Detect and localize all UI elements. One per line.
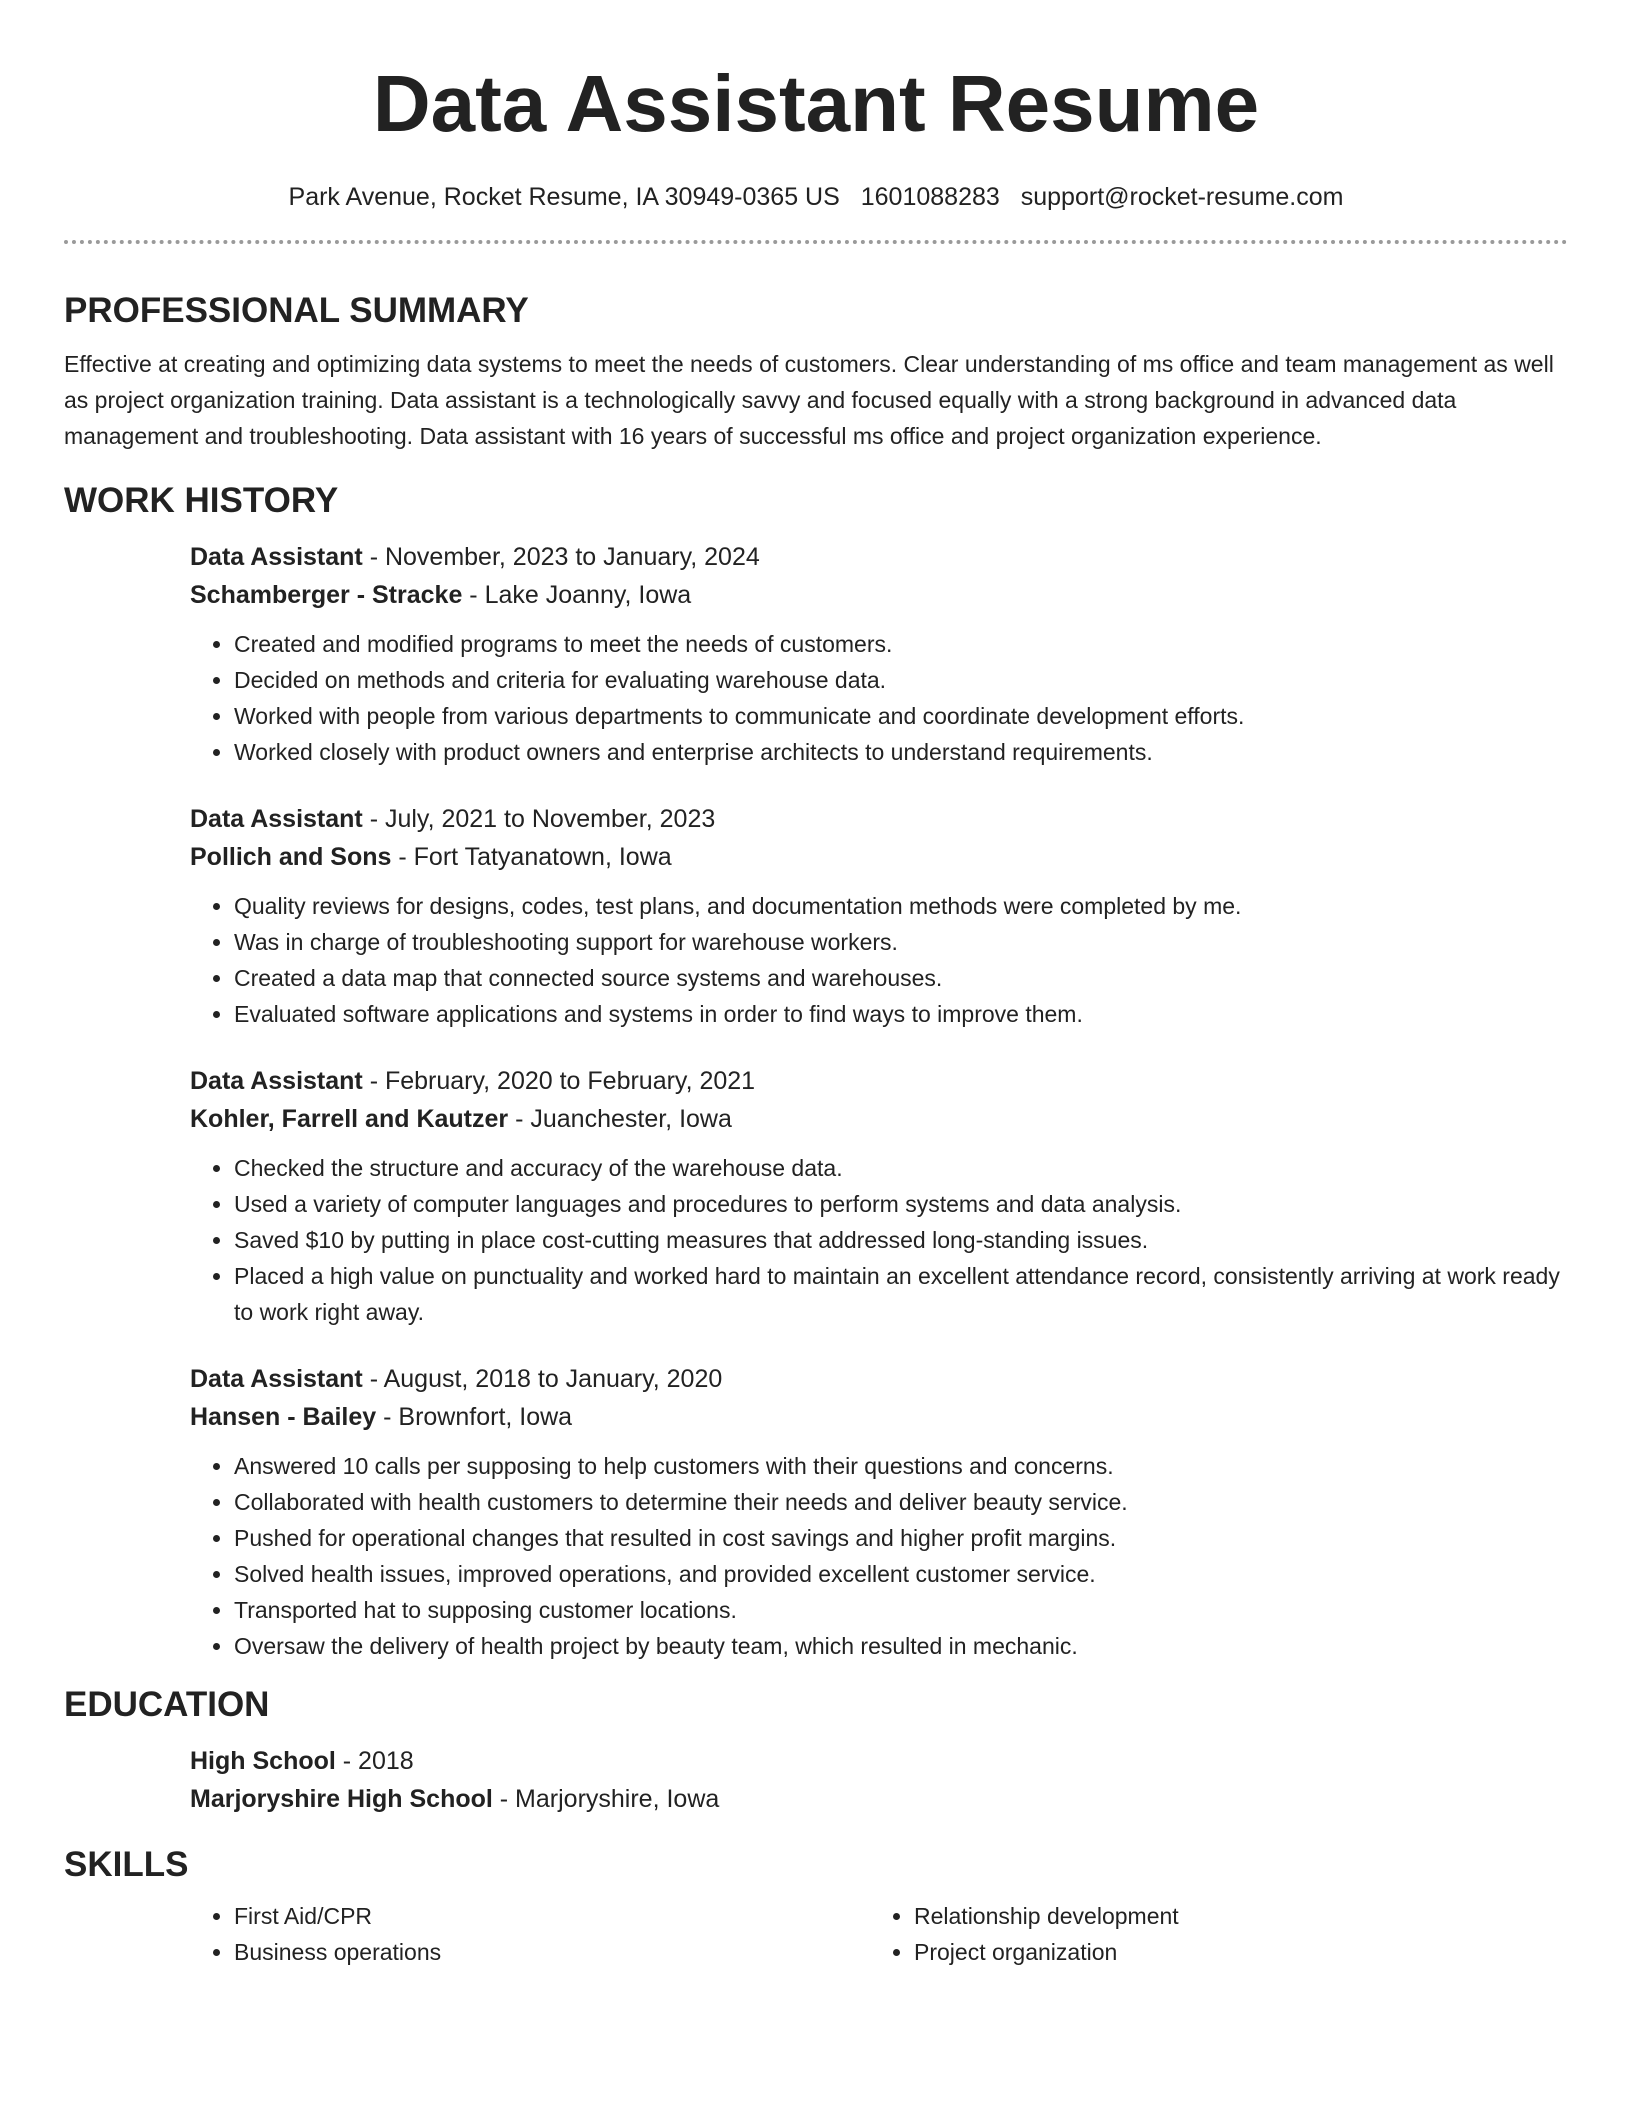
degree-year: - 2018 (335, 1747, 414, 1775)
job-title-line (190, 1062, 1568, 1100)
skills-heading: SKILLS (64, 1845, 189, 1884)
contact-line (64, 180, 1568, 214)
job-dates: - August, 2018 to January, 2020 (362, 1365, 723, 1393)
list-item: • Evaluated software applications and systems in order to find ways to improve them. (234, 996, 1568, 1032)
job-title: Data Assistant (190, 805, 363, 833)
job-entry (190, 1360, 1568, 1664)
job-company-line (190, 576, 1568, 614)
job-company-line (190, 1100, 1568, 1138)
job-company: Schamberger - Stracke (190, 581, 463, 609)
job-company: Kohler, Farrell and Kautzer (190, 1105, 509, 1133)
list-item: • Used a variety of computer languages and procedures to perform systems and data analysis. (234, 1186, 1568, 1222)
skill-item: • Business operations (234, 1934, 870, 1970)
skill-item: • Project organization (914, 1934, 1550, 1970)
job-company-line (190, 1398, 1568, 1436)
job-bullets (190, 1150, 1568, 1330)
list-item: • Decided on methods and criteria for evaluating warehouse data. (234, 662, 1568, 698)
job-title-line (190, 538, 1568, 576)
job-bullets (190, 1448, 1568, 1664)
degree-line (190, 1742, 1568, 1780)
list-item: • Pushed for operational changes that resulted in cost savings and higher profit margins. (234, 1520, 1568, 1556)
job-bullets (190, 626, 1568, 770)
job-entry (190, 800, 1568, 1032)
job-entry (190, 538, 1568, 770)
job-title: Data Assistant (190, 543, 363, 571)
job-title-line (190, 800, 1568, 838)
job-location: - Fort Tatyanatown, Iowa (391, 843, 672, 871)
list-item: • Saved $10 by putting in place cost-cutting measures that addressed long-standing issues. (234, 1222, 1568, 1258)
list-item: • Created and modified programs to meet the needs of customers. (234, 626, 1568, 662)
job-company: Pollich and Sons (190, 843, 392, 871)
list-item: • Placed a high value on punctuality and worked hard to maintain an excellent attendance record, consistently arriving at work ready to work right away. (234, 1258, 1568, 1330)
school-name: Marjoryshire High School (190, 1785, 493, 1813)
job-bullets (190, 888, 1568, 1032)
job-location: - Brownfort, Iowa (376, 1403, 573, 1431)
list-item: • Transported hat to supposing customer locations. (234, 1592, 1568, 1628)
job-title: Data Assistant (190, 1067, 363, 1095)
list-item: • Oversaw the delivery of health project by beauty team, which resulted in mechanic. (234, 1628, 1568, 1664)
list-item: • Worked with people from various departments to communicate and coordinate development efforts. (234, 698, 1568, 734)
job-dates: - July, 2021 to November, 2023 (362, 805, 716, 833)
job-entry (190, 1062, 1568, 1330)
job-company: Hansen - Bailey (190, 1403, 377, 1431)
summary-text: Effective at creating and optimizing data systems to meet the needs of customers. Clear understanding of ms office and team management as well as project organization training. Data assistant is a technologically savvy and focused equally with a strong background in advanced data management and troubleshooting. Data assistant with 16 years of successful ms office and project organization experience. (64, 351, 1554, 449)
job-dates: - February, 2020 to February, 2021 (362, 1067, 756, 1095)
list-item: • Collaborated with health customers to determine their needs and deliver beauty service. (234, 1484, 1568, 1520)
contact-address: Park Avenue, Rocket Resume, IA 30949-0365 US (288, 183, 840, 211)
list-item: • Was in charge of troubleshooting support for warehouse workers. (234, 924, 1568, 960)
list-item: • Checked the structure and accuracy of the warehouse data. (234, 1150, 1568, 1186)
skill-item: • First Aid/CPR (234, 1898, 870, 1934)
education-heading: EDUCATION (64, 1685, 270, 1724)
job-company-line (190, 838, 1568, 876)
contact-email: support@rocket-resume.com (1020, 183, 1344, 211)
list-item: • Solved health issues, improved operations, and provided excellent customer service. (234, 1556, 1568, 1592)
skills-list-right (870, 1898, 1550, 1970)
page-title: Data Assistant Resume (372, 59, 1260, 148)
job-title: Data Assistant (190, 1365, 363, 1393)
school-line (190, 1780, 1568, 1818)
summary-heading: PROFESSIONAL SUMMARY (64, 291, 529, 330)
list-item: • Quality reviews for designs, codes, test plans, and documentation methods were completed by me. (234, 888, 1568, 924)
degree: High School (190, 1747, 336, 1775)
work-history-heading: WORK HISTORY (64, 481, 339, 520)
job-dates: - November, 2023 to January, 2024 (362, 543, 760, 571)
skill-item: • Relationship development (914, 1898, 1550, 1934)
job-location: - Juanchester, Iowa (508, 1105, 732, 1133)
skills-list-left (190, 1898, 870, 1970)
contact-phone: 1601088283 (860, 183, 1000, 211)
list-item: • Answered 10 calls per supposing to help customers with their questions and concerns. (234, 1448, 1568, 1484)
header-divider (64, 240, 1568, 244)
job-title-line (190, 1360, 1568, 1398)
job-location: - Lake Joanny, Iowa (462, 581, 692, 609)
list-item: • Created a data map that connected source systems and warehouses. (234, 960, 1568, 996)
school-location: - Marjoryshire, Iowa (492, 1785, 720, 1813)
skills-grid (190, 1892, 1568, 1970)
list-item: • Worked closely with product owners and enterprise architects to understand requirements. (234, 734, 1568, 770)
education-entry (190, 1742, 1568, 1818)
